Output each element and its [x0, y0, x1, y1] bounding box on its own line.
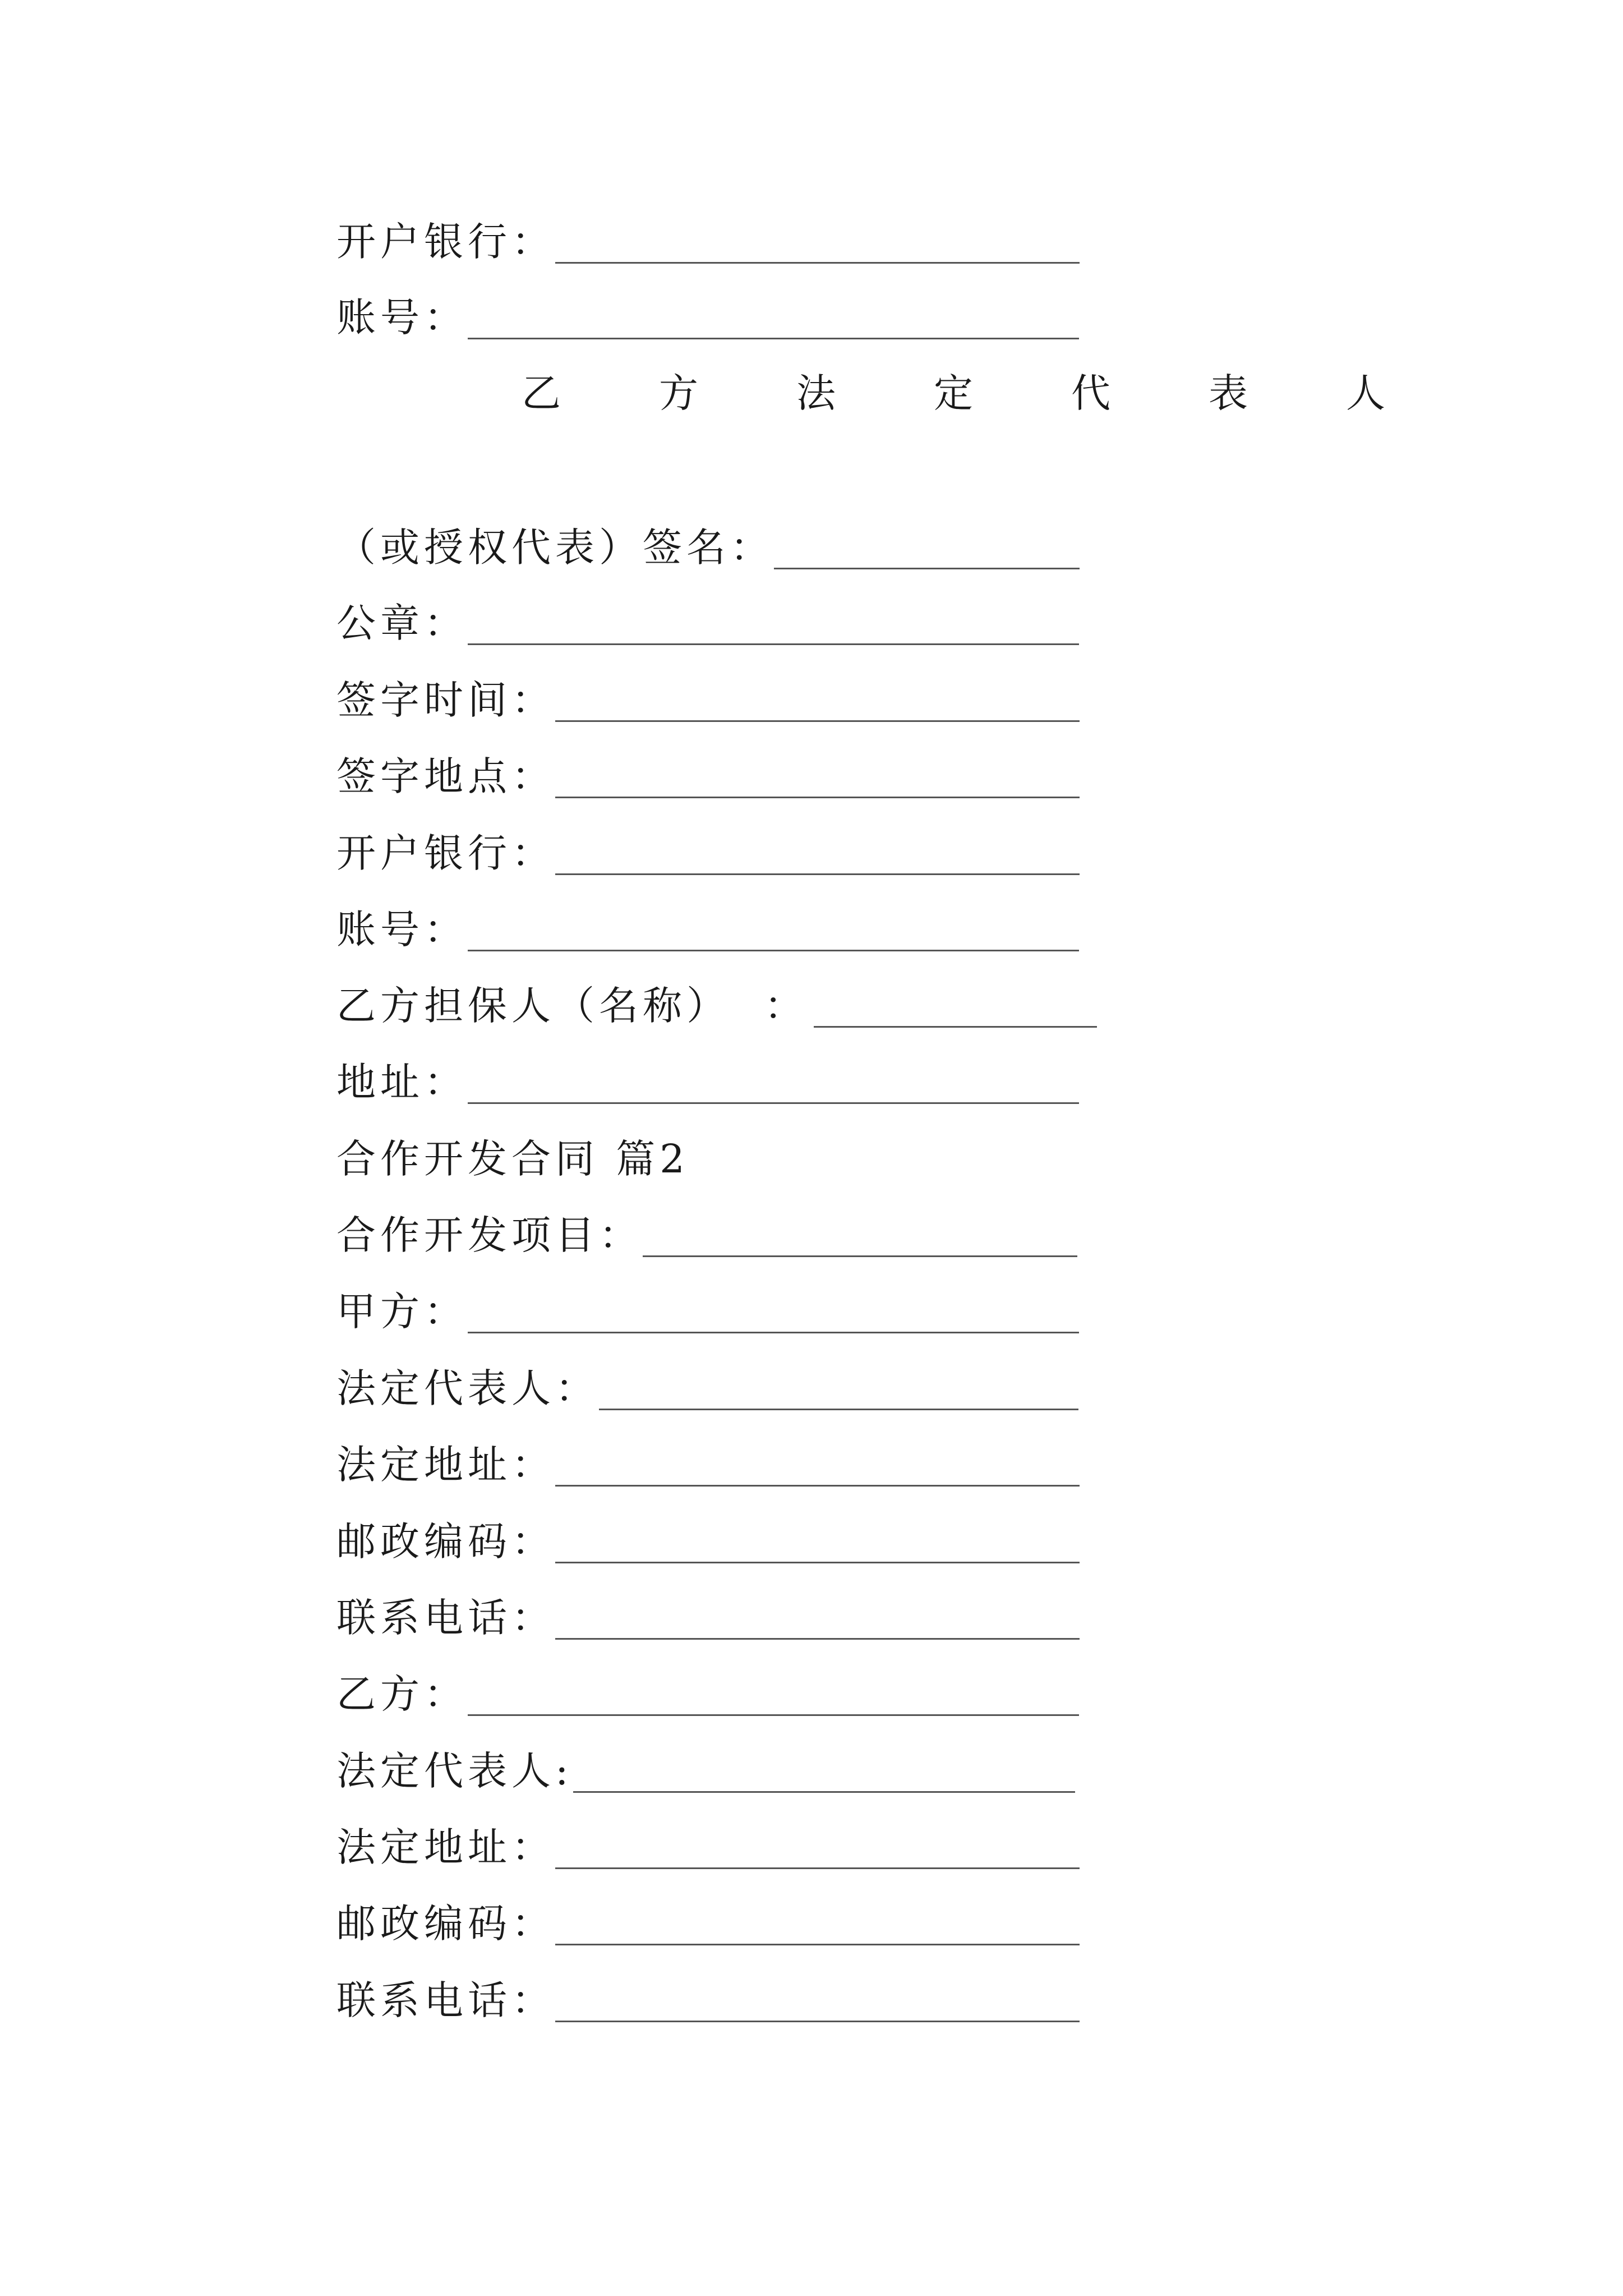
field-label: 签字地点： — [336, 753, 555, 799]
field-a-phone — [336, 1589, 1080, 1645]
field-account-a — [336, 289, 1079, 345]
field-label: 邮政编码： — [336, 1519, 555, 1565]
field-label: 开户银行： — [336, 219, 555, 265]
blank-line — [555, 2021, 1080, 2022]
field-a-postcode — [336, 1513, 1080, 1569]
field-account-b — [336, 901, 1079, 957]
field-address — [336, 1053, 1079, 1110]
field-label: 合作开发项目： — [336, 1212, 643, 1258]
field-b-postcode — [336, 1895, 1080, 1951]
field-label: 地址： — [336, 1059, 468, 1105]
field-label: 账号： — [336, 295, 468, 341]
field-a-legal-rep — [336, 1360, 1078, 1416]
blank-line — [555, 797, 1080, 798]
blank-line — [555, 873, 1080, 875]
blank-line — [555, 1867, 1080, 1869]
heading-char: 法 — [796, 370, 836, 416]
field-bank-b — [336, 825, 1080, 881]
field-label: 法定地址： — [336, 1442, 555, 1488]
blank-line — [774, 568, 1080, 569]
field-label: 签字时间： — [336, 677, 555, 723]
blank-line — [468, 1714, 1079, 1716]
field-project — [336, 1207, 1077, 1263]
field-label: 联系电话： — [336, 1977, 555, 2023]
field-label: 法定地址： — [336, 1824, 555, 1870]
blank-line — [468, 1332, 1079, 1333]
blank-line — [814, 1026, 1097, 1028]
blank-line — [468, 950, 1079, 951]
field-label: 法定代表人: — [336, 1748, 573, 1794]
field-b-legal-rep — [336, 1742, 1075, 1798]
blank-line — [555, 720, 1080, 722]
field-bank-a — [336, 213, 1080, 269]
field-b-legal-address — [336, 1819, 1080, 1875]
blank-line — [555, 1638, 1080, 1640]
field-sign-time — [336, 671, 1080, 728]
field-b-phone — [336, 1972, 1080, 2028]
field-guarantor — [336, 977, 1097, 1033]
field-signature — [336, 519, 1080, 575]
blank-line — [468, 643, 1079, 645]
field-label: 法定代表人： — [336, 1365, 599, 1411]
field-party-b — [336, 1665, 1079, 1722]
party-b-representative-heading — [522, 365, 1385, 421]
heading-char: 乙 — [522, 370, 561, 416]
heading-char: 方 — [659, 370, 698, 416]
heading-char: 表 — [1209, 370, 1248, 416]
field-party-a — [336, 1283, 1079, 1339]
field-seal — [336, 595, 1079, 651]
blank-line — [555, 1485, 1080, 1487]
field-label: 乙方担保人（名称） ： — [336, 983, 808, 1029]
heading-char: 定 — [934, 370, 973, 416]
blank-line — [555, 1944, 1080, 1945]
field-label: 联系电话： — [336, 1595, 555, 1641]
field-sign-place — [336, 748, 1080, 804]
field-label: （或授权代表）签名： — [336, 524, 774, 570]
field-label: 乙方： — [336, 1671, 468, 1717]
field-label: 邮政编码： — [336, 1901, 555, 1947]
blank-line — [573, 1791, 1075, 1793]
blank-line — [468, 338, 1079, 339]
field-label: 甲方： — [336, 1289, 468, 1335]
section-title — [336, 1130, 689, 1186]
heading-char: 人 — [1346, 370, 1385, 416]
blank-line — [643, 1255, 1077, 1257]
blank-line — [555, 1562, 1080, 1563]
section-heading: 合作开发合同 篇2 — [336, 1136, 689, 1182]
blank-line — [599, 1409, 1078, 1410]
blank-line — [468, 1102, 1079, 1104]
blank-line — [555, 262, 1080, 264]
heading-char: 代 — [1071, 370, 1110, 416]
field-a-legal-address — [336, 1436, 1080, 1492]
field-label: 账号： — [336, 907, 468, 953]
field-label: 开户银行： — [336, 830, 555, 876]
field-label: 公章： — [336, 600, 468, 646]
